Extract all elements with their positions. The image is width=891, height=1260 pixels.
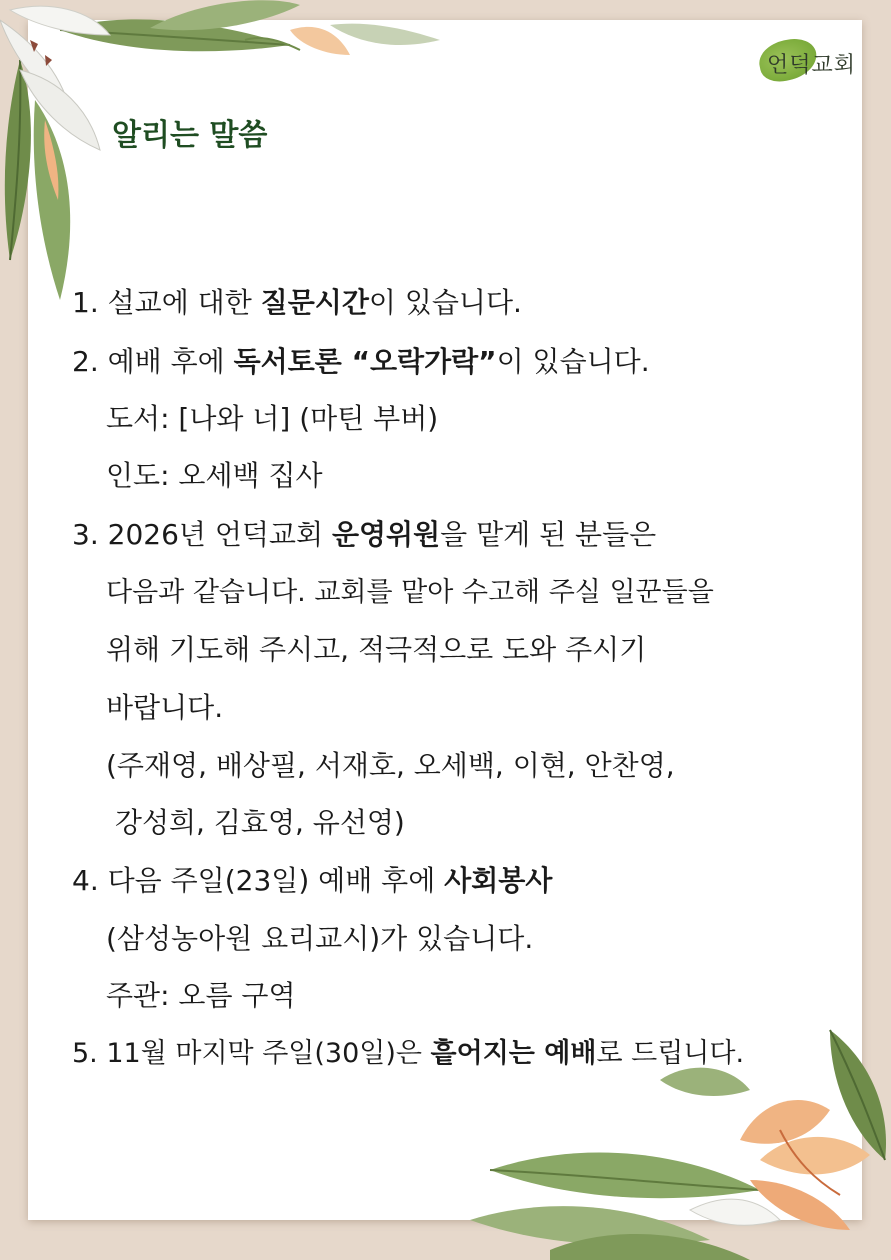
notice-item-1 xyxy=(72,283,522,323)
page-title: 알리는 말씀 xyxy=(112,118,268,153)
item-highlight: 운영위원 xyxy=(331,518,441,551)
item-number: 3. xyxy=(72,518,99,551)
item-highlight: 질문시간 xyxy=(260,286,369,319)
committee-line-3: 바랍니다. xyxy=(106,691,224,724)
church-logo xyxy=(755,38,863,86)
item-text: 다음 주일(23일) 예배 후에 xyxy=(107,864,445,897)
service-host-line: 주관: 오름 구역 xyxy=(106,979,296,1012)
item-number: 4. xyxy=(72,864,99,897)
item-highlight: 사회봉사 xyxy=(444,864,553,897)
notice-item-2 xyxy=(72,342,650,382)
service-place-line: (삼성농아원 요리교시)가 있습니다. xyxy=(106,922,534,955)
item-text: 을 맡게 된 분들은 xyxy=(440,518,657,551)
item-highlight: 흩어지는 예배 xyxy=(430,1038,597,1069)
item-number: 5. xyxy=(72,1038,98,1069)
item-text: 2026년 언덕교회 xyxy=(107,518,332,551)
item-text: 이 있습니다. xyxy=(368,286,522,319)
committee-line-1: 다음과 같습니다. 교회를 맡아 수고해 주실 일꾼들을 xyxy=(106,577,714,608)
item-highlight: 독서토론 “오락가락” xyxy=(233,345,497,378)
item-number: 1. xyxy=(72,286,99,319)
committee-line-2: 위해 기도해 주시고, 적극적으로 도와 주시기 xyxy=(106,633,647,666)
item-text: 설교에 대한 xyxy=(107,286,261,319)
item-number: 2. xyxy=(72,345,99,378)
members-line-2: 강성희, 김효영, 유선영) xyxy=(106,806,405,839)
item-text: 로 드립니다. xyxy=(596,1038,745,1069)
book-line: 도서: [나와 너] (마틴 부버) xyxy=(106,402,439,435)
members-line-1: (주재영, 배상필, 서재호, 오세백, 이현, 안찬영, xyxy=(106,749,675,782)
item-text: 11월 마지막 주일(30일)은 xyxy=(106,1038,431,1069)
logo-text: 언덕교회 xyxy=(767,53,857,78)
notice-item-5 xyxy=(72,1034,744,1074)
leader-line: 인도: 오세백 집사 xyxy=(106,459,323,492)
notice-item-3 xyxy=(72,515,656,555)
item-text: 예배 후에 xyxy=(107,345,234,378)
item-text: 이 있습니다. xyxy=(496,345,650,378)
notice-item-4 xyxy=(72,861,552,901)
